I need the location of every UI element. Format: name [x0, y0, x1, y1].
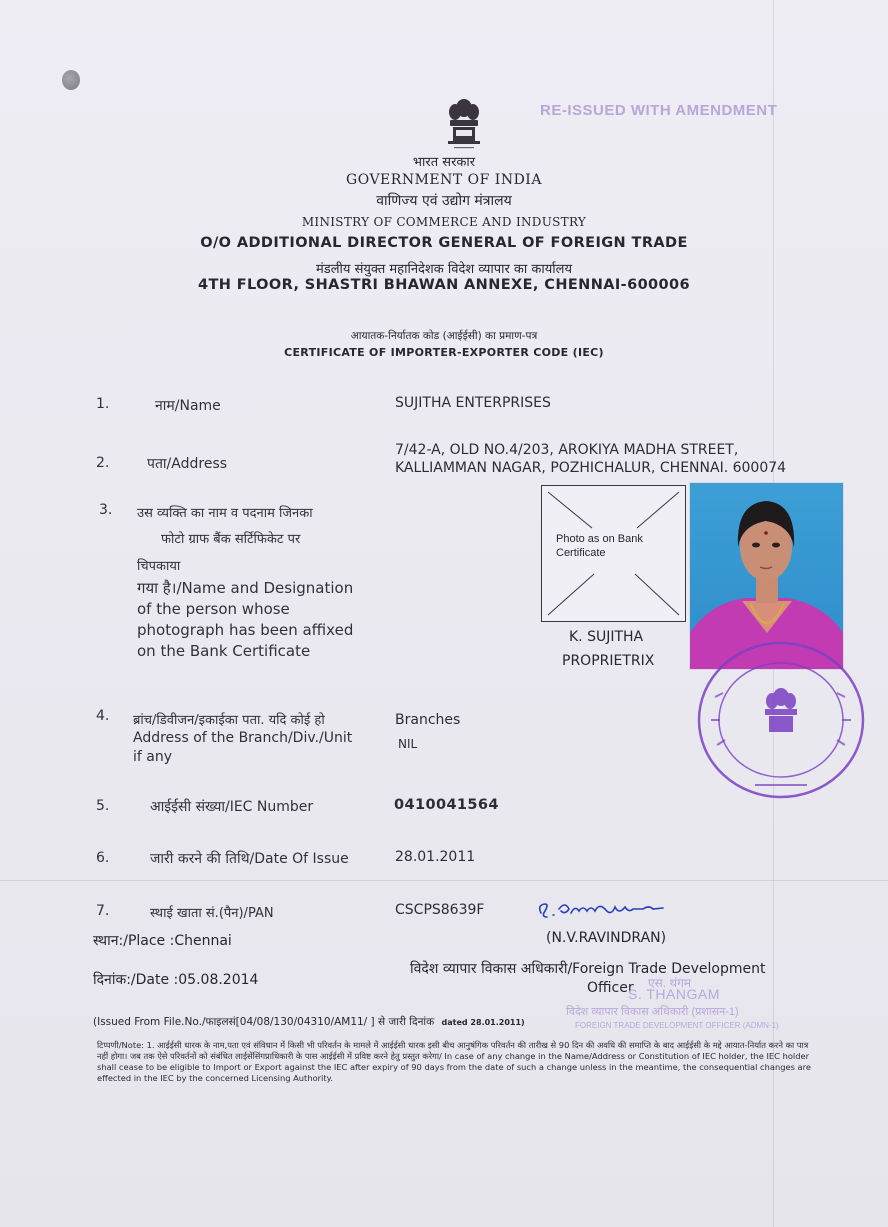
stamp-line-hindi-name: एस. थंगम	[648, 976, 692, 990]
field-number: 2.	[96, 455, 110, 471]
national-emblem-icon	[444, 95, 484, 153]
person-designation: PROPRIETRIX	[562, 653, 655, 669]
officer-designation-line2: Officer	[587, 980, 634, 996]
pan-label: स्थाई खाता सं.(पैन)/PAN	[150, 906, 274, 921]
office-seal-icon	[695, 635, 867, 800]
stamp-name: S. THANGAM	[628, 986, 720, 1002]
officer-signature	[535, 895, 680, 925]
place-text: स्थान:/Place :Chennai	[93, 933, 232, 949]
address-line2: KALLIAMMAN NAGAR, POZHICHALUR, CHENNAI. 600074	[395, 460, 787, 476]
field-number: 3.	[99, 502, 113, 518]
govt-hindi: भारत सरकार	[412, 155, 476, 170]
office-english: O/O ADDITIONAL DIRECTOR GENERAL OF FOREIGN TRADE	[200, 235, 688, 251]
iec-label: आईईसी संख्या/IEC Number	[150, 799, 314, 815]
field-number: 7.	[96, 903, 110, 919]
field-number: 4.	[96, 708, 110, 724]
punch-hole	[62, 70, 80, 90]
address-line1: 7/42-A, OLD NO.4/203, AROKIYA MADHA STREET,	[395, 442, 739, 458]
field-number: 5.	[96, 798, 110, 814]
branch-label-line3: if any	[133, 749, 173, 765]
ministry-english: MINISTRY OF COMMERCE AND INDUSTRY	[301, 215, 587, 229]
branch-value-line1: Branches	[395, 712, 461, 728]
certificate-title-english: CERTIFICATE OF IMPORTER-EXPORTER CODE (IEC)	[284, 346, 604, 359]
stamp-line-english-designation: FOREIGN TRADE DEVELOPMENT OFFICER (ADMN-1)	[575, 1021, 779, 1030]
stamp-line-hindi-designation: विदेश व्यापार विकास अधिकारी (प्रशासन-1)	[566, 1006, 739, 1018]
pan-value: CSCPS8639F	[395, 902, 485, 918]
person-label-line3: चिपकाया	[137, 559, 181, 574]
field-number: 1.	[96, 396, 110, 412]
govt-english: GOVERNMENT OF INDIA	[346, 172, 542, 188]
iec-number-value: 0410041564	[394, 797, 499, 813]
officer-designation-line1: विदेश व्यापार विकास अधिकारी/Foreign Trade Development	[410, 961, 766, 977]
address-label: पता/Address	[147, 456, 228, 472]
person-label-line5: of the person whose	[137, 600, 290, 618]
issue-date-label: जारी करने की तिथि/Date Of Issue	[150, 851, 349, 867]
person-label-line1: उस व्यक्ति का नाम व पदनाम जिनका	[137, 506, 313, 521]
branch-label-line2: Address of the Branch/Div./Unit	[133, 730, 353, 746]
issue-date-value: 28.01.2011	[395, 849, 476, 865]
field-number: 6.	[96, 850, 110, 866]
certificate-title-hindi: आयातक-निर्यातक कोड (आईईसी) का प्रमाण-पत्र	[350, 330, 538, 342]
fold-line-horizontal	[0, 880, 888, 881]
office-address: 4TH FLOOR, SHASTRI BHAWAN ANNEXE, CHENNAI-600006	[197, 277, 691, 293]
person-name: K. SUJITHA	[569, 629, 644, 645]
name-label: नाम/Name	[155, 398, 221, 414]
officer-name: (N.V.RAVINDRAN)	[546, 930, 667, 946]
issued-from-date: dated 28.01.2011)	[441, 1018, 525, 1027]
name-value: SUJITHA ENTERPRISES	[395, 395, 551, 411]
branch-label-line1: ब्रांच/डिवीजन/इकाईका पता. यदि कोई हो	[133, 713, 325, 728]
branch-value-line2: NIL	[398, 737, 418, 751]
person-label-line2: फोटो ग्राफ बैंक सर्टिफिकेट पर	[161, 532, 301, 547]
person-label-line6: photograph has been affixed	[137, 621, 354, 639]
photo-placeholder-box	[541, 485, 686, 622]
note-text: टिप्पणी/Note: 1. आईईसी धारक के नाम,पता एवं संविधान में किसी भी परिवर्तन के मामले में आईईसी धारक इसी बीच आनुषंगिक परिवर्तन की तारीख से 90 दिन की अवधि की समाप्ति के बाद आईईसी के मद्दे आयात-निर्यात करने का पात्र नहीं होगा। जब तक ऐसे परिवर्तनों को संबंधित लाईसेंसिंगप्राधिकारी के पास आईईसी में प्रविष्ट करने हेतु प्रस्तुत करेगा/ In case of any change in the Name/Address or Constitution of IEC holder, the IEC holder shall cease to be eligible to Import or Export against the IEC after expiry of 90 days from the date of such a change unless in the meantime, the consequential changes are effected in the IEC by the concerned Licensing Authority.	[97, 1040, 811, 1083]
date-text: दिनांक:/Date :05.08.2014	[93, 972, 259, 988]
photo-box-text: Photo as on Bank Certificate	[556, 532, 664, 560]
person-label-line4: गया है।/Name and Designation	[137, 579, 354, 597]
person-label-line7: on the Bank Certificate	[137, 642, 311, 660]
reissued-stamp: RE-ISSUED WITH AMENDMENT	[540, 102, 778, 119]
office-hindi: मंडलीय संयुक्त महानिदेशक विदेश व्यापार का कार्यालय	[315, 262, 573, 277]
issued-from-file: (Issued From File.No./फाइलसं[04/08/130/04310/AM11/ ] से जारी दिनांक	[93, 1016, 435, 1028]
issued-from-text	[93, 1015, 525, 1029]
ministry-hindi: वाणिज्य एवं उद्योग मंत्रालय	[376, 193, 512, 209]
